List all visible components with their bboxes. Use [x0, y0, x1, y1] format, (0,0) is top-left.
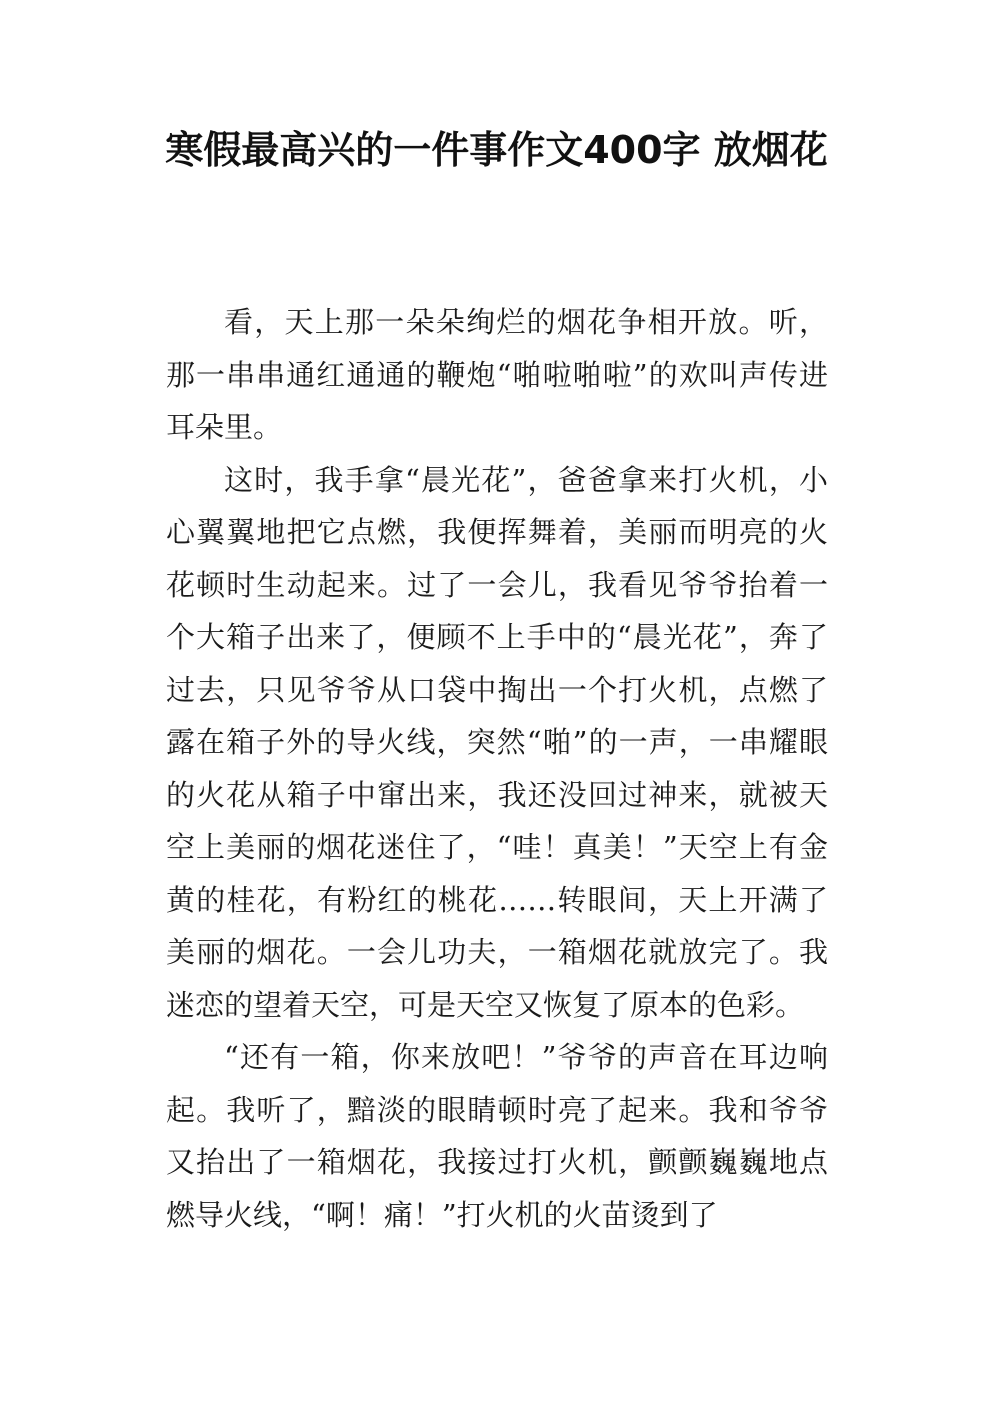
paragraph-1: 看，天上那一朵朵绚烂的烟花争相开放。听，那一串串通红通通的鞭炮“啪啦啪啦”的欢叫声传进耳朵里。 — [166, 305, 828, 444]
document-title: 寒假最高兴的一件事作文400字 放烟花 — [165, 128, 828, 172]
paragraph-2: 这时，我手拿“晨光花”，爸爸拿来打火机，小心翼翼地把它点燃，我便挥舞着，美丽而明亮的火花顿时生动起来。过了一会儿，我看见爷爷抬着一个大箱子出来了，便顾不上手中的“晨光花”，奔了过去，只见爷爷从口袋中掏出一个打火机，点燃了露在箱子外的导火线，突然“啪”的一声，一串耀眼的火花从箱子中窜出来，我还没回过神来，就被天空上美丽的烟花迷住了，“哇！真美！”天空上有金黄的桂花，有粉红的桃花……转眼间，天上开满了美丽的烟花。一会儿功夫，一箱烟花就放完了。我迷恋的望着天空，可是天空又恢复了原本的色彩。 — [166, 462, 828, 1022]
document-body — [166, 296, 828, 1241]
paragraph-3: “还有一箱，你来放吧！”爷爷的声音在耳边响起。我听了，黯淡的眼睛顿时亮了起来。我和爷爷又抬出了一箱烟花，我接过打火机，颤颤巍巍地点燃导火线，“啊！痛！”打火机的火苗烫到了 — [166, 1040, 828, 1232]
